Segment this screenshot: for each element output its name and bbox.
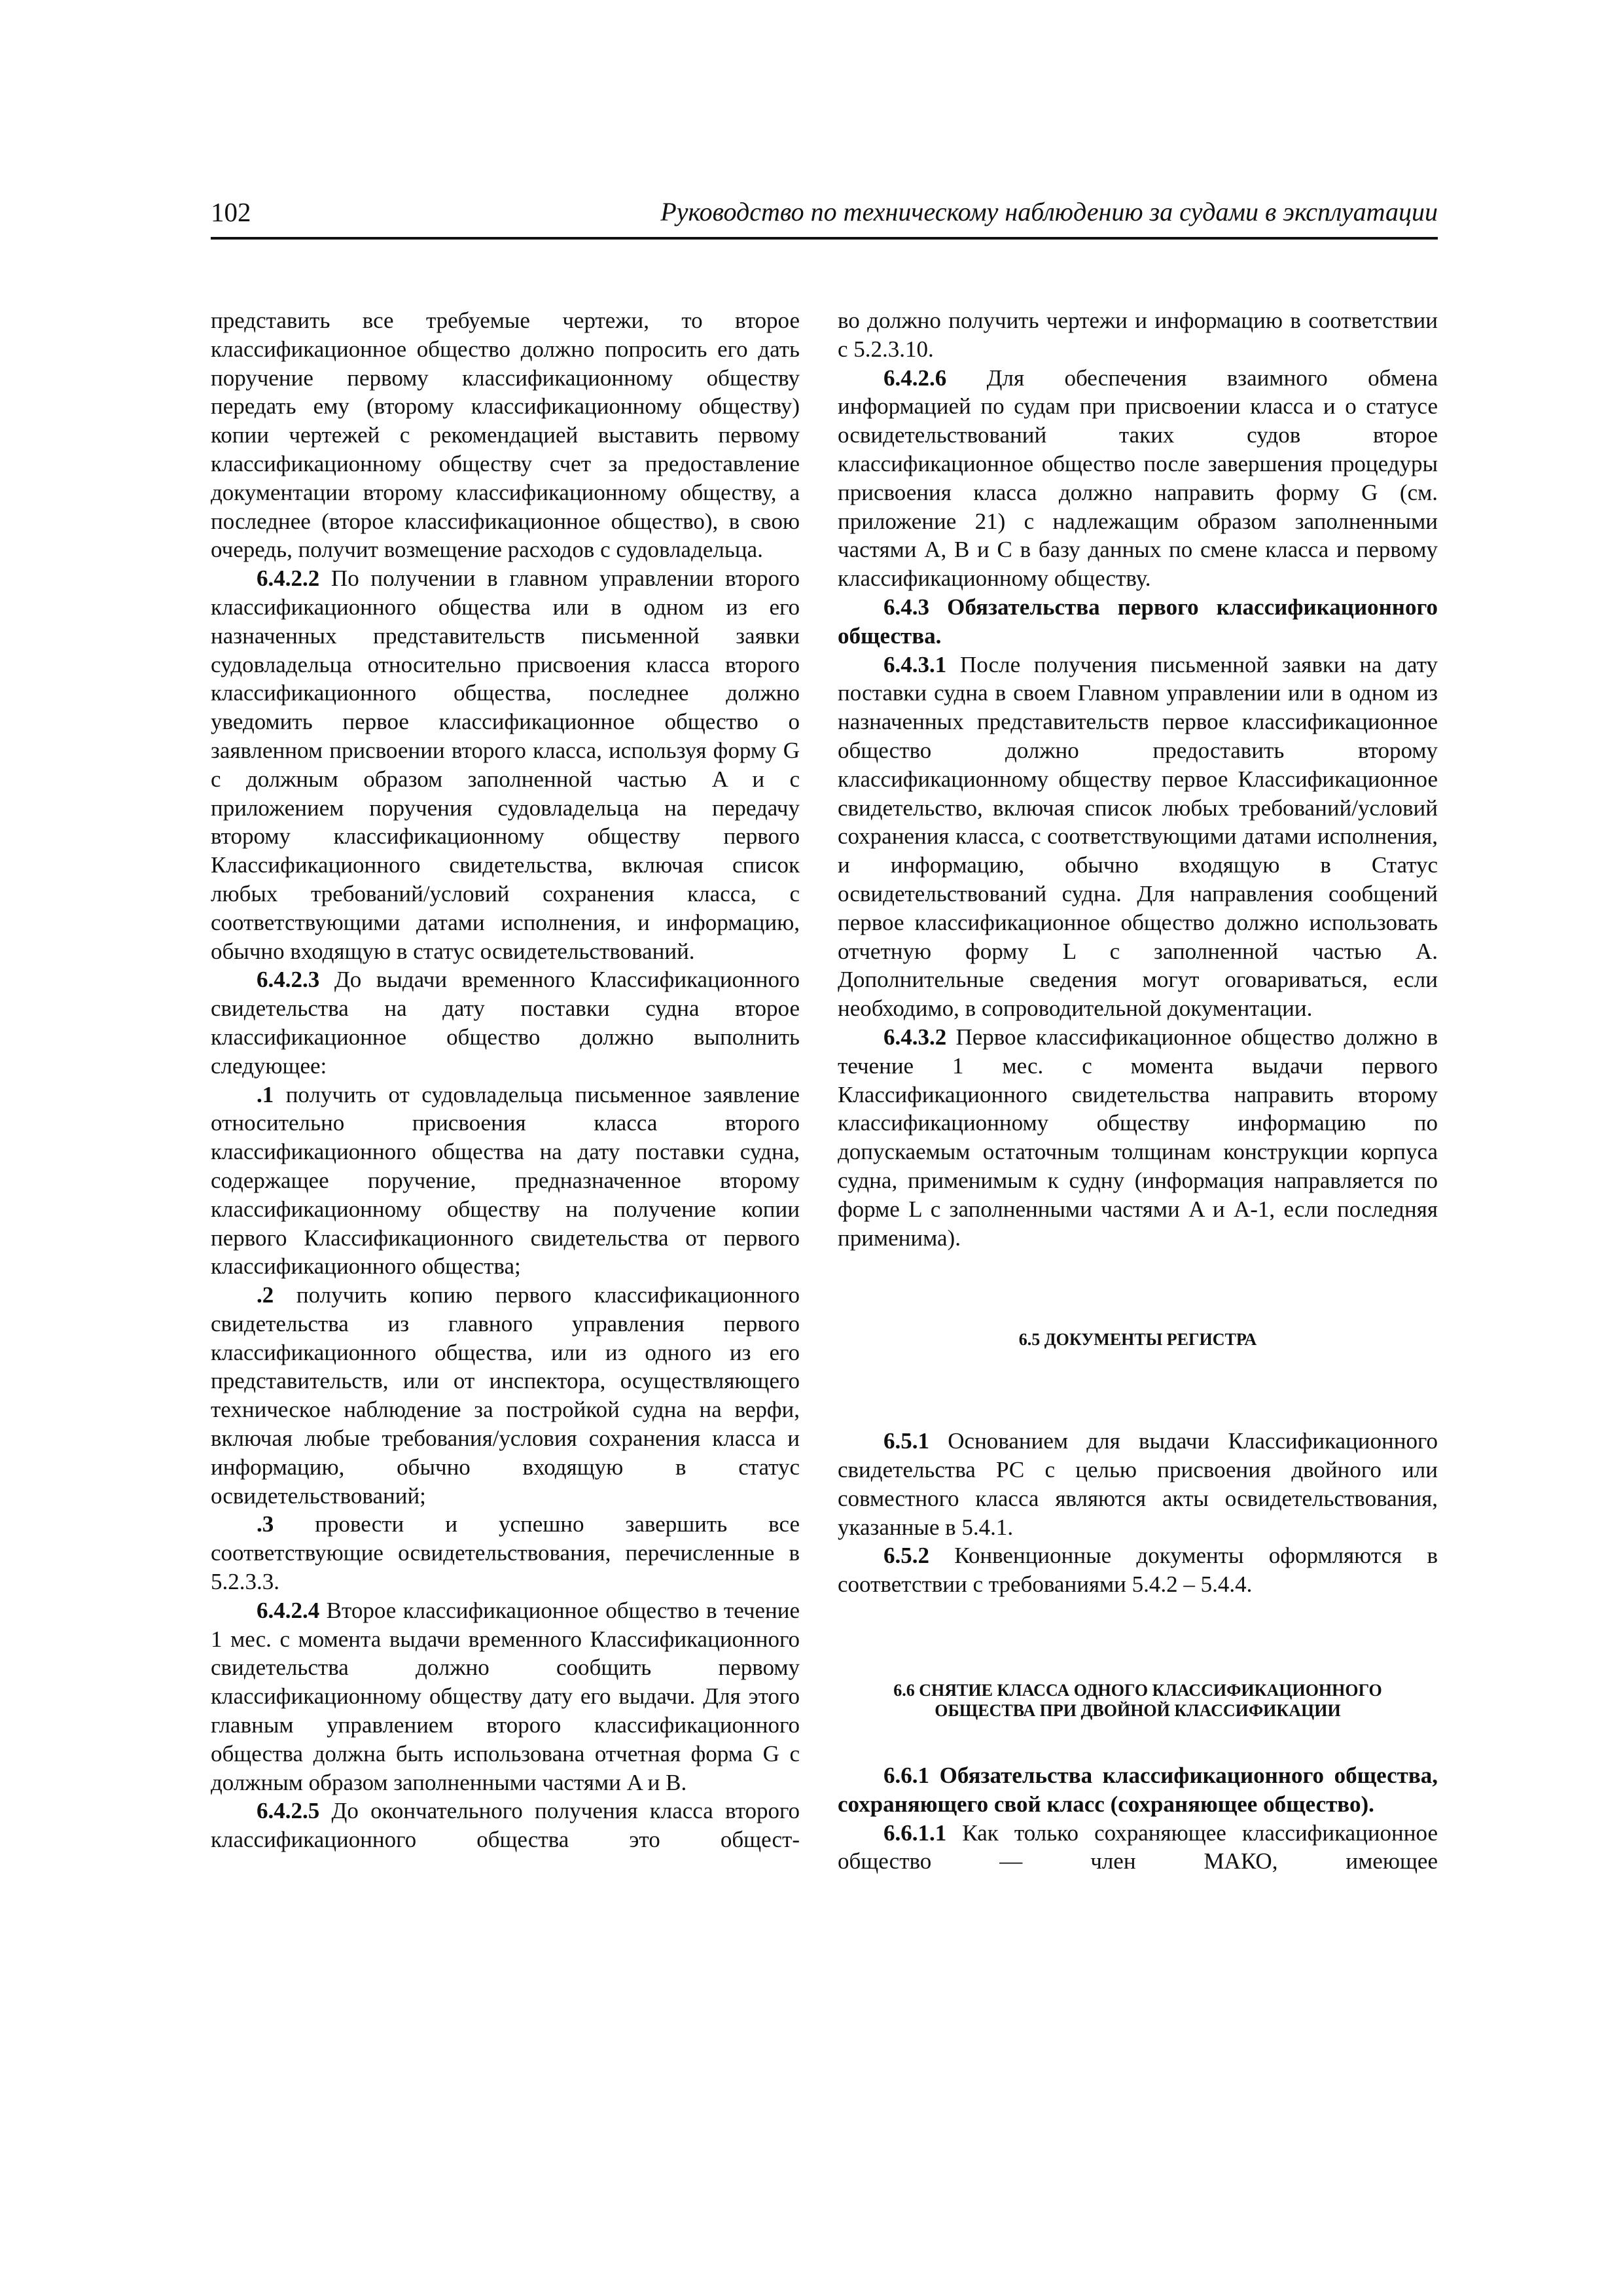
section-title-6-5: 6.5 ДОКУМЕНТЫ РЕГИСТРА [1018, 1330, 1257, 1350]
section-title-6-6: 6.6 СНЯТИЕ КЛАССА ОДНОГО КЛАССИФИКАЦИОННОГО ОБЩЕСТВА ПРИ ДВОЙНОЙ КЛАССИФИКАЦИИ [893, 1681, 1382, 1721]
clause-number: 6.4.3.1 [883, 651, 947, 677]
paragraph-continuation: во должно получить чертежи и информацию в соответствии с 5.2.3.10. [838, 308, 1438, 362]
heading-6-6-1: 6.6.1 Обязательства классификационного общества, сохраняющего свой класс (сохраняющее общество). [838, 1763, 1438, 1817]
item-number: .1 [257, 1081, 274, 1107]
paragraph-6-6-1-1: 6.6.1.1 Как только сохраняющее классификационное общество — член МАКО, имеющее [838, 1820, 1438, 1874]
heading-6-4-3: 6.4.3 Обязательства первого классификационного общества. [838, 594, 1438, 649]
paragraph-6-4-2-5: 6.4.2.5 До окончательного получения класса второго классификационного общества это общест- [211, 1798, 800, 1853]
paragraph-6-4-2-2: 6.4.2.2 По получении в главном управлении второго классификационного общества или в одном из его назначенных представительств письменной заявки судовладельца относительно присвоения класса второго классификационного общества, последнее должно уведомить первое классификационное общество о заявленном присвоении второго класса, используя форму G с должным образом заполненной частью A и с приложением поручения судовладельца на передачу второму классификационному обществу первого Классификационного свидетельства, включая список любых требований/условий сохранения класса, с соответствующими датами исполнения, и информацию, обычно входящую в статус освидетельствований. [211, 565, 800, 964]
paragraph-continuation: представить все требуемые чертежи, то второе классификационное общество должно попросить его дать поручение первому классификационному обществу передать ему (второму классификационному обществу) копии чертежей с рекомендацией выставить первому классификационному обществу счет за предоставление документации второму классификационному обществу, а последнее (второе классификационное общество), в свою очередь, получит возмещение расходов с судовладельца. [211, 308, 800, 563]
list-item-3: .3 провести и успешно завершить все соответствующие освидетельствования, перечисленные в 5.2.3.3. [211, 1511, 800, 1595]
page-number: 102 [211, 197, 251, 227]
clause-number: 6.4.2.2 [257, 565, 320, 592]
list-item-2: .2 получить копию первого классификационного свидетельства из главного управления первого классификационного общества, или из одного из его представительств, или от инспектора, осуществляющего техническое наблюдение за постройкой судна на верфи, включая любые требования/условия сохранения класса и информацию, обычно входящую в статус освидетельствований; [211, 1282, 800, 1509]
clause-number: 6.6.1.1 [883, 1820, 947, 1846]
clause-number: 6.4.2.6 [883, 365, 947, 391]
clause-number: 6.5.1 [883, 1428, 929, 1454]
running-title: Руководство по техническому наблюдению за судами в эксплуатации [660, 197, 1438, 226]
paragraph-6-4-2-3: 6.4.2.3 До выдачи временного Классификационного свидетельства на дату поставки судна второе классификационное общество должно выполнить следующее: [211, 967, 800, 1079]
clause-number: 6.5.2 [883, 1543, 929, 1569]
paragraph-6-4-3-2: 6.4.3.2 Первое классификационное общество должно в течение 1 мес. с момента выдачи первого Классификационного свидетельства направить второму классификационному обществу информацию по допускаемым остаточным толщинам конструкции корпуса судна, применимым к судну (информация направляется по форме L с заполненными частями A и A-1, если последняя применима). [838, 1024, 1438, 1251]
left-column [211, 306, 800, 1854]
paragraph-6-4-3-1: 6.4.3.1 После получения письменной заявки на дату поставки судна в своем Главном управлении или в одном из назначенных представительств первое классификационное общество должно предоставить второму классификационному обществу первое Классификационное свидетельство, включая список любых требований/условий сохранения класса, с соответствующими датами исполнения, и информацию, обычно входящую в Статус освидетельствований судна. Для направления сообщений первое классификационное общество должно использовать отчетную форму L с заполненной частью A. Дополнительные сведения могут оговариваться, если необходимо, в сопроводительной документации. [838, 651, 1438, 1022]
right-column [838, 306, 1438, 1876]
page-header [211, 196, 1438, 240]
clause-number: 6.4.2.3 [257, 967, 320, 993]
paragraph-6-4-2-6: 6.4.2.6 Для обеспечения взаимного обмена информацией по судам при присвоении класса и о статусе освидетельствований таких судов второе классификационное общество после завершения процедуры присвоения класса должно направить форму G (см. приложение 21) с надлежащим образом заполненными частями A, B и C в базу данных по смене класса и первому классификационному обществу. [838, 365, 1438, 592]
item-number: .2 [257, 1282, 274, 1308]
paragraph-6-5-1: 6.5.1 Основанием для выдачи Классификационного свидетельства РС с целью присвоения двойного или совместного класса являются акты освидетельствования, указанные в 5.4.1. [838, 1428, 1438, 1540]
clause-number: 6.4.3.2 [883, 1024, 947, 1050]
clause-number: 6.4.2.4 [257, 1597, 320, 1623]
item-number: .3 [257, 1511, 274, 1537]
list-item-1: .1 получить от судовладельца письменное заявление относительно присвоения класса второго классификационного общества на дату поставки судна, содержащее поручение, предназначенное второму классификационному обществу на получение копии первого Классификационного свидетельства от первого классификационного общества; [211, 1081, 800, 1280]
clause-number: 6.4.2.5 [257, 1798, 320, 1824]
paragraph-6-5-2: 6.5.2 Конвенционные документы оформляются в соответствии с требованиями 5.4.2 – 5.4.4. [838, 1543, 1438, 1598]
paragraph-6-4-2-4: 6.4.2.4 Второе классификационное общество в течение 1 мес. с момента выдачи временного Классификационного свидетельства должно сообщить первому классификационному обществу дату его выдачи. Для этого главным управлением второго классификационного общества должна быть использована отчетная форма G с должным образом заполненными частями A и B. [211, 1597, 800, 1795]
